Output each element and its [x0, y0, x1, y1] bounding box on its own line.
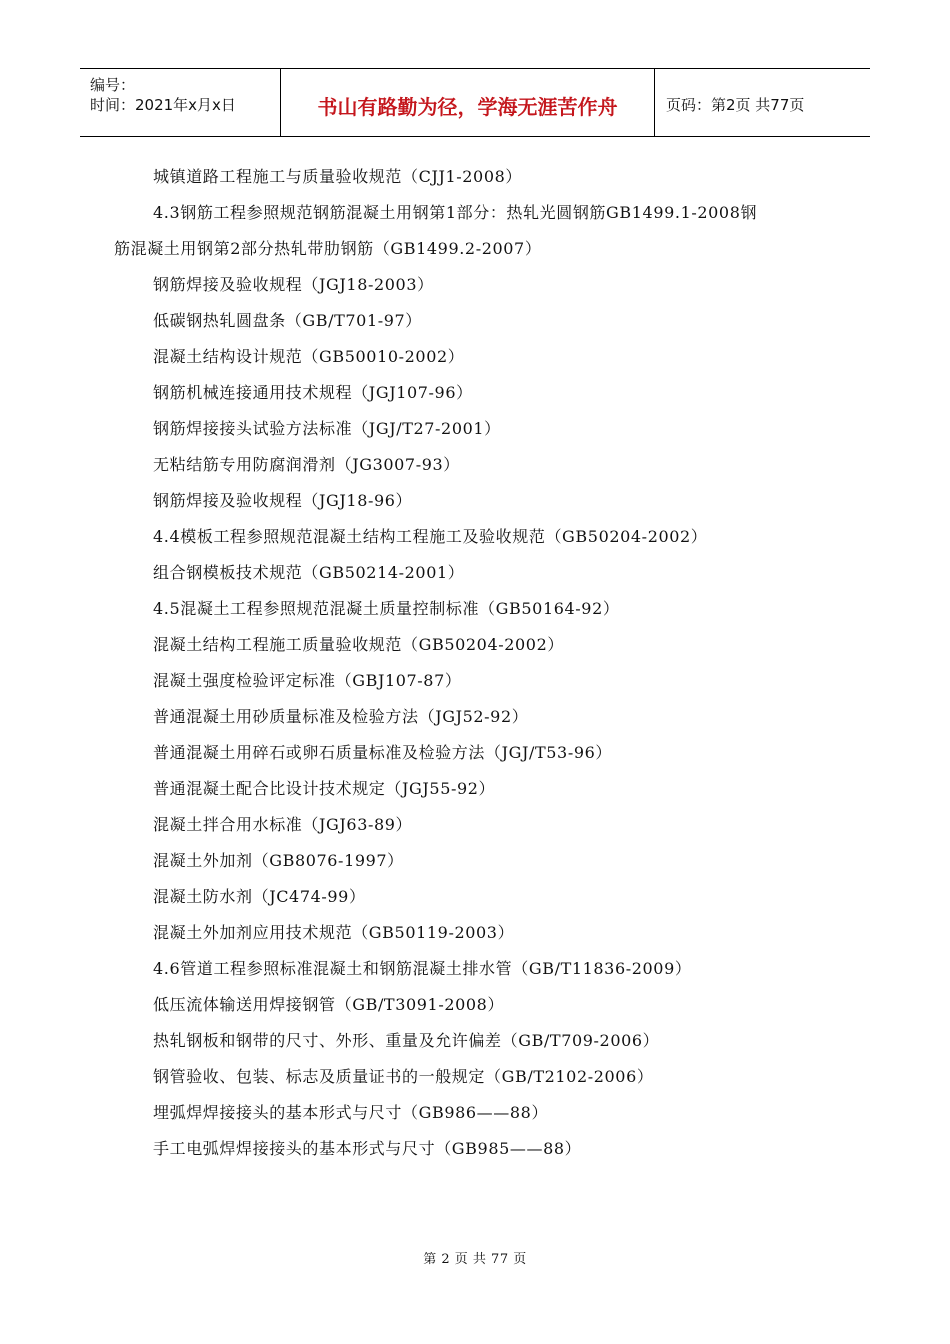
text-line: 组合钢模板技术规范（GB50214-2001） [153, 563, 465, 582]
text-line: 混凝土拌合用水标准（JGJ63-89） [153, 815, 413, 834]
text-line: 低碳钢热轧圆盘条（GB/T701-97） [153, 311, 422, 330]
text-line: 热轧钢板和钢带的尺寸、外形、重量及允许偏差（GB/T709-2006） [153, 1031, 660, 1050]
page-footer: 第 2 页 共 77 页 [423, 1252, 527, 1267]
text-line: 无粘结筋专用防腐润滑剂（JG3007-93） [153, 455, 460, 474]
time-label: 时间：2021年x月x日 [90, 96, 236, 114]
motto-text: 书山有路勤为径，学海无涯苦作舟 [317, 95, 618, 119]
text-line: 混凝土强度检验评定标准（GBJ107-87） [153, 671, 462, 690]
serial-label: 编号： [90, 76, 136, 94]
text-line: 普通混凝土配合比设计技术规定（JGJ55-92） [153, 779, 496, 798]
text-line: 混凝土结构工程施工质量验收规范（GB50204-2002） [153, 635, 564, 654]
text-line: 普通混凝土用碎石或卵石质量标准及检验方法（JGJ/T53-96） [153, 743, 612, 762]
text-line: 4.3钢筋工程参照规范钢筋混凝土用钢第1部分：热轧光圆钢筋GB1499.1-2008钢 [153, 203, 758, 222]
text-line: 城镇道路工程施工与质量验收规范（CJJ1-2008） [153, 167, 522, 186]
header-middle-cell [280, 69, 655, 136]
text-line: 钢筋焊接及验收规程（JGJ18-96） [153, 491, 413, 510]
text-line: 钢筋机械连接通用技术规程（JGJ107-96） [153, 383, 473, 402]
header-right-cell [654, 69, 870, 136]
text-line: 钢筋焊接接头试验方法标准（JGJ/T27-2001） [153, 419, 501, 438]
text-line: 钢管验收、包装、标志及质量证书的一般规定（GB/T2102-2006） [153, 1067, 654, 1086]
page-header [80, 68, 870, 137]
header-left-cell [80, 69, 280, 136]
text-line: 筋混凝土用钢第2部分热轧带肋钢筋（GB1499.2-2007） [114, 239, 542, 258]
text-line: 4.6管道工程参照标准混凝土和钢筋混凝土排水管（GB/T11836-2009） [153, 959, 692, 978]
text-line: 混凝土外加剂应用技术规范（GB50119-2003） [153, 923, 515, 942]
text-line: 4.4模板工程参照规范混凝土结构工程施工及验收规范（GB50204-2002） [153, 527, 708, 546]
text-line: 混凝土结构设计规范（GB50010-2002） [153, 347, 465, 366]
text-line: 混凝土防水剂（JC474-99） [153, 887, 366, 906]
text-line: 4.5混凝土工程参照规范混凝土质量控制标准（GB50164-92） [153, 599, 620, 618]
text-line: 混凝土外加剂（GB8076-1997） [153, 851, 404, 870]
text-line: 低压流体输送用焊接钢管（GB/T3091-2008） [153, 995, 505, 1014]
text-line: 埋弧焊焊接接头的基本形式与尺寸（GB986——88） [153, 1103, 549, 1122]
page-info: 页码：第2页 共77页 [666, 96, 805, 114]
text-line: 钢筋焊接及验收规程（JGJ18-2003） [153, 275, 434, 294]
text-line: 普通混凝土用砂质量标准及检验方法（JGJ52-92） [153, 707, 529, 726]
text-line: 手工电弧焊焊接接头的基本形式与尺寸（GB985——88） [153, 1139, 582, 1158]
